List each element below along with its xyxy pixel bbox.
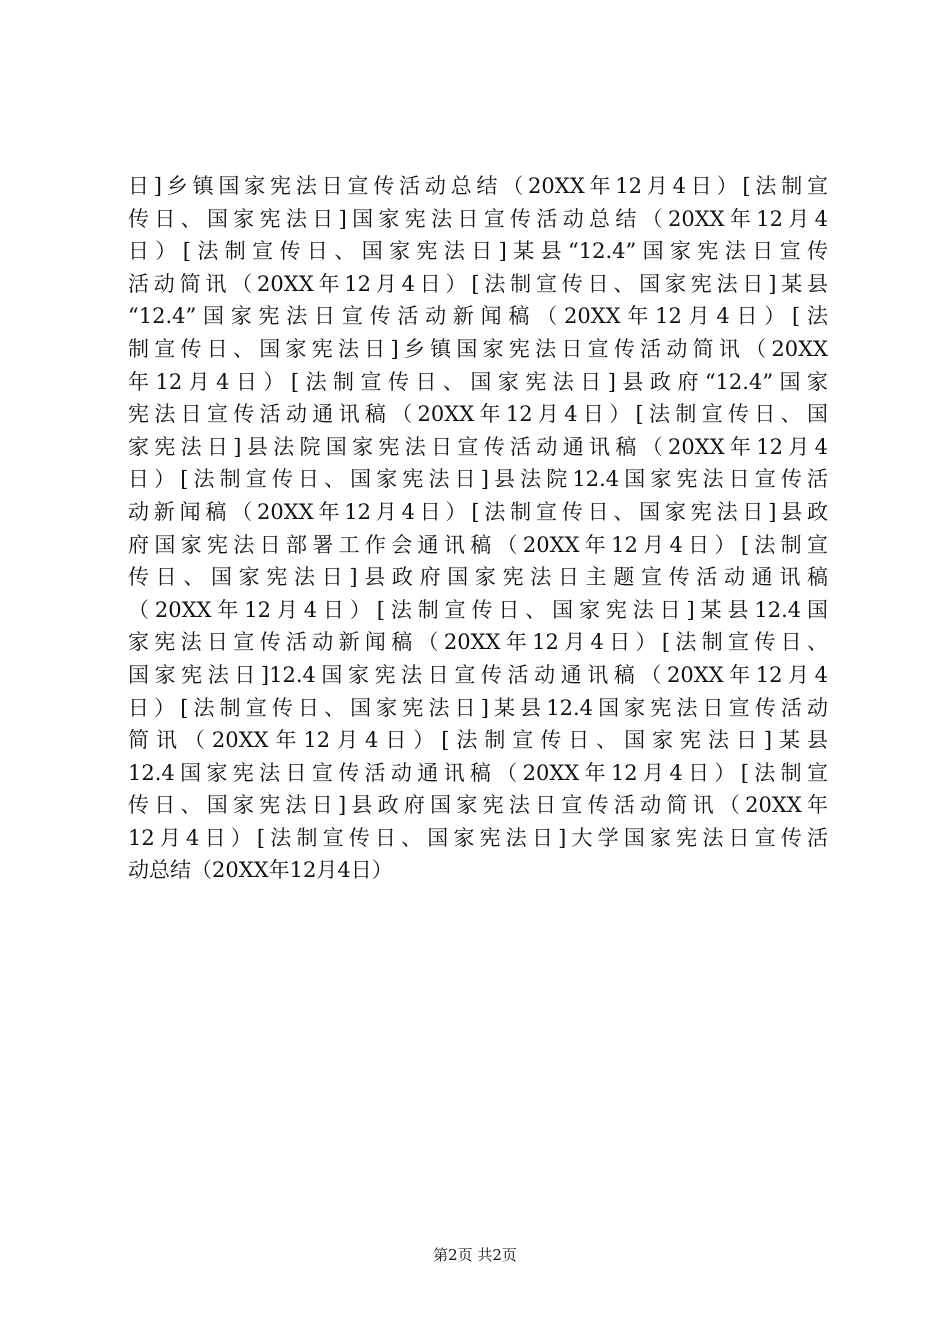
text-line: 动总结（20XX年12月4日） (128, 858, 393, 883)
text-line: 宪法日宣传活动通讯稿（20XX年12月4日）[法制宣传日、国 (128, 402, 828, 427)
text-line: “12.4”国家宪法日宣传活动新闻稿（20XX年12月4日）[法 (128, 304, 828, 329)
text-line: 家宪法日宣传活动新闻稿（20XX年12月4日）[法制宣传日、 (128, 630, 828, 655)
text-line: 日）[法制宣传日、国家宪法日]某县12.4国家宪法日宣传活动 (128, 695, 828, 720)
text-line: 府国家宪法日部署工作会通讯稿（20XX年12月4日）[法制宣 (128, 532, 828, 557)
text-line: 日）[法制宣传日、国家宪法日]县法院12.4国家宪法日宣传活 (128, 467, 828, 492)
text-line: 12月4日）[法制宣传日、国家宪法日]大学国家宪法日宣传活 (128, 825, 828, 850)
text-line: 传日、国家宪法日]县政府国家宪法日宣传活动简讯（20XX年 (128, 793, 828, 818)
text-line: （20XX年12月4日）[法制宣传日、国家宪法日]某县12.4国 (128, 597, 828, 622)
text-line: 国家宪法日]12.4国家宪法日宣传活动通讯稿（20XX年12月4 (128, 662, 828, 687)
body-text (128, 170, 828, 887)
text-line: 12.4国家宪法日宣传活动通讯稿（20XX年12月4日）[法制宣 (128, 760, 828, 785)
text-line: 活动简讯（20XX年12月4日）[法制宣传日、国家宪法日]某县 (128, 271, 828, 296)
text-line: 年12月4日）[法制宣传日、国家宪法日]县政府“12.4”国家 (128, 369, 828, 394)
text-line: 家宪法日]县法院国家宪法日宣传活动通讯稿（20XX年12月4 (128, 434, 828, 459)
text-line: 日]乡镇国家宪法日宣传活动总结（20XX年12月4日）[法制宣 (128, 174, 828, 198)
text-line: 传日、国家宪法日]国家宪法日宣传活动总结（20XX年12月4 (128, 206, 828, 231)
text-line: 动新闻稿（20XX年12月4日）[法制宣传日、国家宪法日]县政 (128, 499, 828, 524)
page-number: 第2页 共2页 (433, 1246, 517, 1264)
text-line: 日）[法制宣传日、国家宪法日]某县“12.4”国家宪法日宣传 (128, 239, 828, 264)
page-footer (0, 1243, 950, 1267)
text-line: 制宣传日、国家宪法日]乡镇国家宪法日宣传活动简讯（20XX (128, 336, 828, 361)
text-line: 传日、国家宪法日]县政府国家宪法日主题宣传活动通讯稿 (128, 565, 828, 590)
text-line: 简讯（20XX年12月4日）[法制宣传日、国家宪法日]某县 (128, 728, 828, 753)
